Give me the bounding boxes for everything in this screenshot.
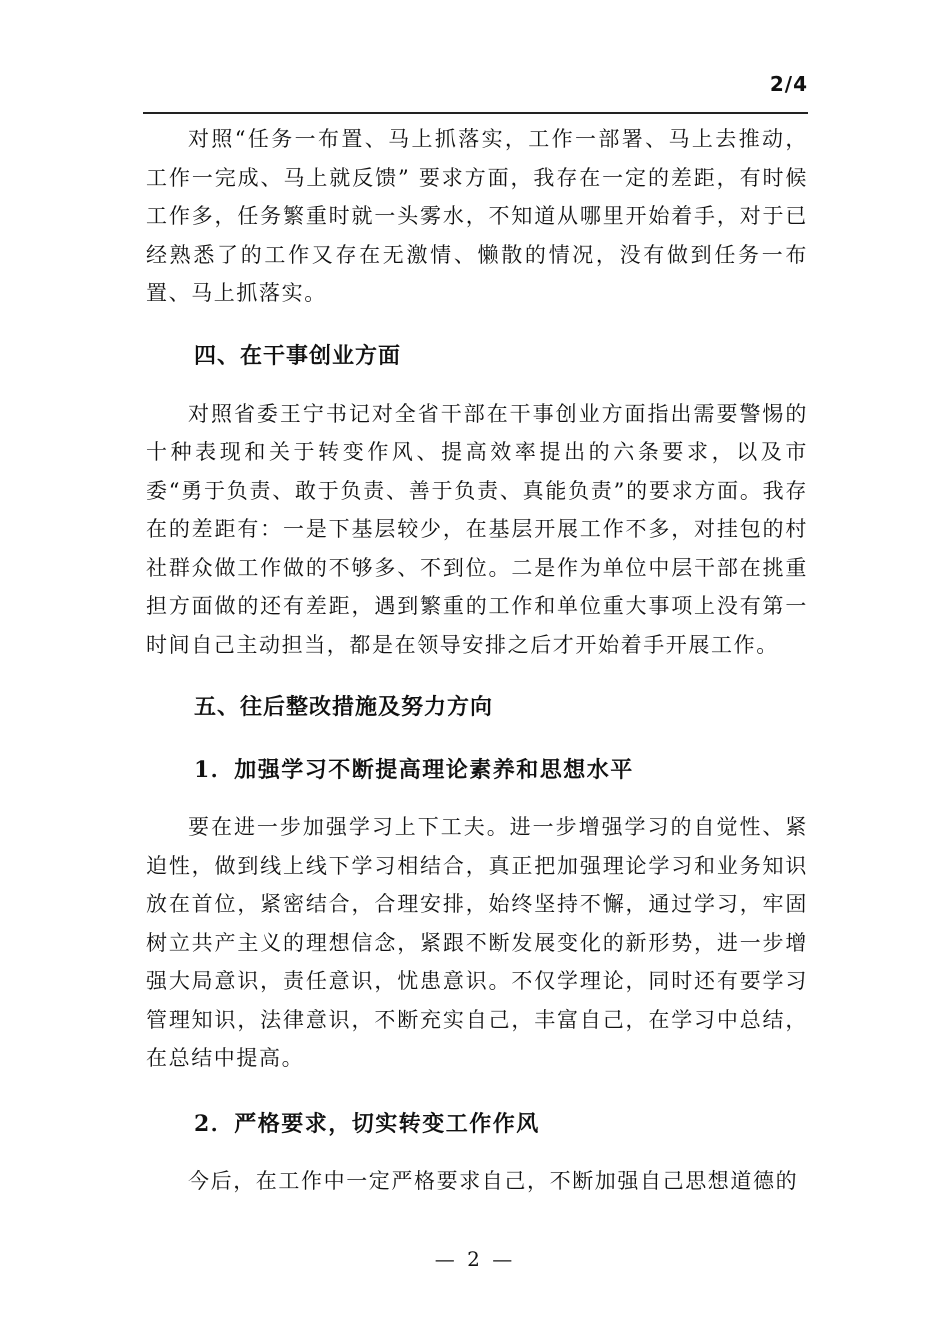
- document-body: [146, 120, 808, 1200]
- footer-page-number: — 2 —: [434, 1247, 516, 1271]
- section-heading-5: 五、往后整改措施及努力方向: [194, 695, 494, 720]
- subheading-1: 1．加强学习不断提高理论素养和思想水平: [194, 757, 634, 783]
- paragraph-task-execution: 对照“任务一布置、马上抓落实，工作一部署、马上去推动，工作一完成、马上就反馈” 要求方面，我存在一定的差距，有时候工作多，任务繁重时就一头雾水，不知道从哪里开始着手，对于已经熟悉了的工作又存在无激情、懒散的情况，没有做到任务一布置、马上抓落实。: [146, 127, 808, 305]
- paragraph-study-improvement: 要在进一步加强学习上下工夫。进一步增强学习的自觉性、紧迫性，做到线上线下学习相结合，真正把加强理论学习和业务知识放在首位，紧密结合，合理安排，始终坚持不懈，通过学习，牢固树立共产主义的理想信念，紧跟不断发展变化的新形势，进一步增强大局意识，责任意识，忧患意识。不仅学理论，同时还有要学习管理知识，法律意识，不断充实自己，丰富自己，在学习中总结，在总结中提高。: [146, 815, 808, 1070]
- page-counter: 2/4: [769, 72, 808, 96]
- section-heading-4: 四、在干事创业方面: [194, 343, 402, 369]
- paragraph-entrepreneurship-gaps: 对照省委王宁书记对全省干部在干事创业方面指出需要警惕的十种表现和关于转变作风、提高效率提出的六条要求，以及市委“勇于负责、敢于负责、善于负责、真能负责”的要求方面。我存在的差距有：一是下基层较少，在基层开展工作不多，对挂包的村社群众做工作做的不够多、不到位。二是作为单位中层干部在挑重担方面做的还有差距，遇到繁重的工作和单位重大事项上没有第一时间自己主动担当，都是在领导安排之后才开始着手开展工作。: [146, 401, 808, 657]
- paragraph-strict-requirements: 今后，在工作中一定严格要求自己，不断加强自己思想道德的: [188, 1168, 799, 1193]
- subheading-2: 2．严格要求，切实转变工作作风: [194, 1110, 540, 1137]
- header-rule: [143, 112, 808, 114]
